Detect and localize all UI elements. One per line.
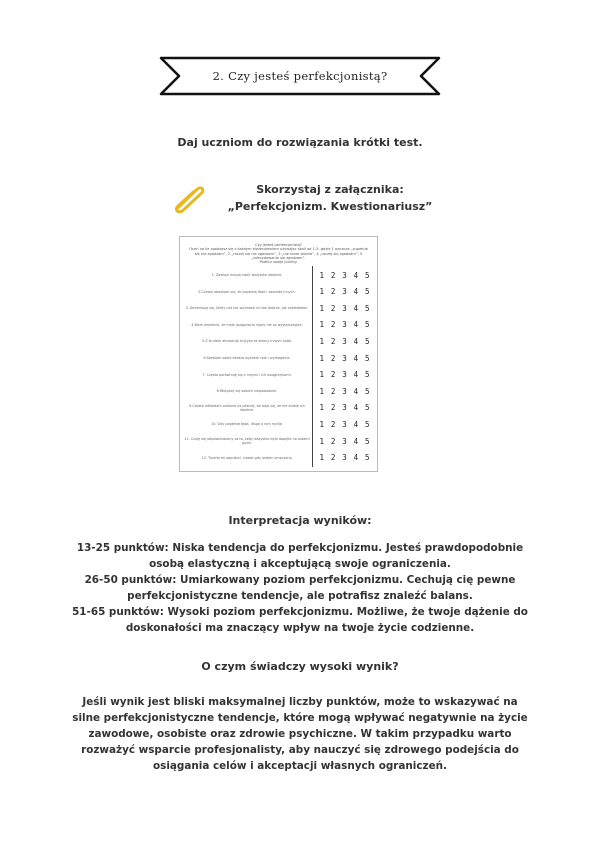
rating-option: 4 [353,303,359,313]
question-text: 2.Często obawiam się, że popełnię błąd i zawiodę innych. [198,289,296,294]
rating-option: 2 [330,320,336,330]
rating-scale [316,300,373,316]
question-text: 12. Trudno mi odpuścić, nawet gdy jestem zmęczony. [201,455,293,460]
rating-option: 1 [319,336,324,346]
questionnaire-header [188,243,369,264]
rating-option: 3 [342,320,347,330]
rating-option: 1 [319,270,324,280]
question-text: 8.Wstydzę się swoich niepowodzeń. [216,389,278,394]
intro-text: Daj uczniom do rozwiązania krótki test. [177,136,423,149]
question-text: 1. Zawsze muszę robić wszystko idealnie. [211,273,283,277]
rating-option: 3 [342,386,347,396]
rating-option: 1 [319,386,324,396]
rating-scale [316,383,373,399]
rating-option: 2 [330,403,336,413]
rating-option: 1 [319,370,324,380]
rating-scale [316,333,373,349]
rating-option: 1 [319,436,324,446]
rating-option: 3 [342,436,347,446]
rating-option: 1 [319,320,324,330]
rating-scale [316,267,373,283]
question-row [184,433,373,449]
rating-option: 3 [342,419,347,429]
attachment-note [205,181,455,215]
rating-option: 1 [319,419,324,429]
rating-option: 3 [342,336,347,346]
rating-option: 5 [365,287,370,297]
paperclip-icon [170,180,206,220]
rating-option: 4 [353,287,359,297]
section-banner [155,54,445,98]
result-high: 51-65 punktów: Wysoki poziom perfekcjonizmu. Możliwe, że twoje dążenie do doskonałości ma znaczący wpływ na twoje życie codzienne. [72,606,528,634]
rating-option: 5 [365,303,370,313]
question-text: 11. Czuję się odpowiedzialny za to, żeby wszystko było dopięte na ostatni guzik. [184,437,310,445]
rating-option: 4 [353,419,359,429]
rating-option: 2 [330,336,336,346]
rating-option: 5 [365,403,370,413]
rating-scale [316,416,373,432]
question-row [184,317,373,333]
attachment-title: „Perfekcjonizm. Kwestionariusz” [227,200,433,213]
rating-option: 2 [330,370,336,380]
question-text: 3. Denerwuję się, kiedy coś nie wychodzi mi tak dobrze, jak zakładałem. [185,306,309,311]
question-row [184,450,373,466]
rating-option: 5 [365,370,370,380]
rating-option: 3 [342,453,347,463]
question-text: 6.Stawiam sobie bardzo wysokie cele i wymagania. [203,356,291,360]
section-title: 2. Czy jesteś perfekcjonistą? [212,69,388,83]
rating-option: 4 [353,353,359,363]
rating-option: 5 [365,336,370,346]
rating-option: 2 [330,303,336,313]
rating-option: 1 [319,303,324,313]
attachment-line-1: Skorzystaj z załącznika: [256,183,404,196]
rating-option: 4 [353,370,359,380]
rating-option: 5 [365,320,370,330]
rating-option: 3 [342,353,347,363]
rating-option: 5 [365,436,370,446]
question-row [184,350,373,366]
high-score-question: O czym świadczy wysoki wynik? [201,660,399,673]
rating-option: 4 [353,403,359,413]
question-row [184,367,373,383]
rating-option: 2 [330,270,336,280]
rating-option: 2 [330,419,336,429]
question-text: 7. Często porównuję się z innymi i ich osiągnięciami. [202,372,292,377]
rating-scale [316,284,373,300]
interpretation-title: Interpretacja wyników: [228,514,372,527]
rating-option: 5 [365,270,370,280]
high-score-answer: Jeśli wynik jest bliski maksymalnej liczby punktów, może to wskazywać na silne perfekcjonistyczne tendencje, które mogą wpływać negatywnie na życie zawodowe, osobiste oraz zdrowie psychiczne. W takim przypadku warto rozważyć wsparcie profesjonalisty, aby nauczyć się zdrowego podejścia do osiągania celów i akceptacji własnych ograniczeń. [72,696,528,772]
rating-option: 2 [330,353,336,363]
question-row [184,333,373,349]
rating-option: 1 [319,403,324,413]
rating-option: 2 [330,386,336,396]
rating-scale [316,350,373,366]
rating-scale [316,317,373,333]
rating-option: 1 [319,353,324,363]
rating-scale [316,400,373,416]
question-text: 4.Mam wrażenie, że moje osiągnięcia nigdy nie są wystarczające. [191,322,303,327]
rating-option: 5 [365,419,370,429]
questionnaire-score-note: Podlicz swoje punkty. [259,260,298,265]
rating-option: 5 [365,353,370,363]
question-row [184,300,373,316]
rating-option: 2 [330,453,336,463]
question-text: 9.Często odkładam zadania na później, bo boję się, że nie zrobię ich idealnie. [189,403,305,412]
rating-scale [316,367,373,383]
rating-option: 4 [353,453,359,463]
questionnaire-preview [179,236,378,472]
rating-option: 4 [353,336,359,346]
result-medium: 26-50 punktów: Umiarkowany poziom perfekcjonizmu. Cechują cię pewne perfekcjonistyczne tendencje, ale potrafisz znaleźć balans. [84,574,516,602]
rating-option: 2 [330,436,336,446]
question-row [184,416,373,432]
rating-option: 3 [342,270,347,280]
rating-option: 3 [342,287,347,297]
question-text: 10. Gdy popełnię błąd, długo o nim myślę. [211,422,283,427]
rating-option: 4 [353,386,359,396]
question-row [184,383,373,399]
rating-option: 5 [365,453,370,463]
rating-option: 3 [342,403,347,413]
question-text: 5.Z trudem akceptuję krytykę ze strony innych osób. [202,339,292,344]
rating-option: 4 [353,270,359,280]
questionnaire-instructions: Oceń na ile zgadzasz się z każdym stwierdzeniem używając skali od 1-5, gdzie 1 oznacza „zupełnie się nie zgadzam”, 2 „raczej się nie zgadzam”, 3 „nie mam zdania”, 4 „raczej się zgadzam”, 5 „zdecydowanie się zgadzam”. [189,247,368,260]
rating-option: 3 [342,370,347,380]
rating-scale [316,433,373,449]
question-row [184,267,373,283]
question-row [184,400,373,416]
rating-option: 5 [365,386,370,396]
question-row [184,284,373,300]
results-list [60,540,540,636]
rating-option: 4 [353,436,359,446]
rating-scale [316,450,373,466]
rating-option: 1 [319,453,324,463]
rating-option: 4 [353,320,359,330]
questionnaire-title: Czy jesteś perfekcjonistą? [255,243,302,247]
rating-option: 3 [342,303,347,313]
rating-option: 1 [319,287,324,297]
rating-option: 2 [330,287,336,297]
result-low: 13-25 punktów: Niska tendencja do perfekcjonizmu. Jesteś prawdopodobnie osobą elastyczną i akceptującą swoje ograniczenia. [76,542,524,570]
